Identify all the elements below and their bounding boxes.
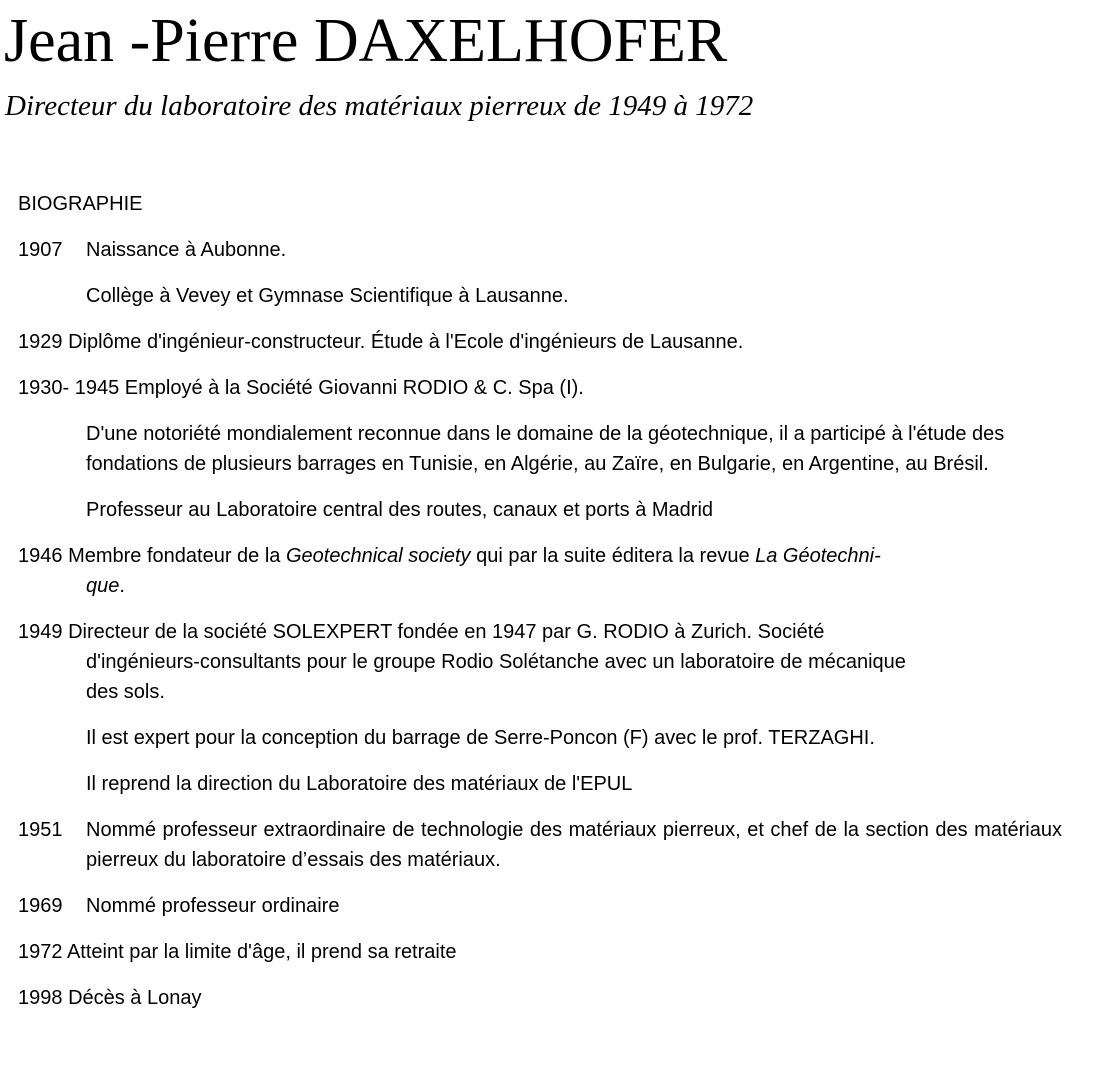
section-heading-biographie: BIOGRAPHIE [18, 193, 143, 215]
bio-paragraph: D'une notoriété mondialement reconnue dans le domaine de la géotechnique, il a participé à l'étude des fondations de plusieurs barrages en Tunisie, en Algérie, au Zaïre, en Bulgarie, en Argentine, au Brésil. [86, 423, 1005, 475]
bio-text: Diplôme d'ingénieur-constructeur. Étude à l'Ecole d'ingénieurs de Lausanne. [68, 331, 744, 353]
journal-name: La Géotechni- [755, 545, 881, 567]
bio-entry-1930-1945 [18, 373, 1068, 403]
bio-entry-1930-1945-madrid [18, 495, 1068, 525]
bio-entry-1949 [18, 617, 1068, 707]
bio-text: des sols. [86, 681, 165, 703]
bio-text: Employé à la Société Giovanni RODIO & C. Spa (I). [124, 377, 584, 399]
bio-year: 1951 [18, 819, 63, 841]
bio-text: Collège à Vevey et Gymnase Scientifique à Lausanne. [86, 285, 569, 307]
bio-entry-1998 [18, 983, 1068, 1013]
bio-paragraph: Il est expert pour la conception du barrage de Serre-Poncon (F) avec le prof. TERZAGHI. [86, 727, 875, 749]
bio-year: 1949 [18, 621, 63, 643]
bio-entry-1907-continued [18, 281, 1068, 311]
bio-entry-1949-epul [18, 769, 1068, 799]
bio-paragraph: Il reprend la direction du Laboratoire des matériaux de l'EPUL [86, 773, 633, 795]
bio-text: Nommé professeur ordinaire [86, 895, 340, 917]
person-title: Directeur du laboratoire des matériaux pierreux de 1949 à 1972 [5, 90, 754, 122]
bio-year: 1929 [18, 331, 63, 353]
bio-entry-1969 [18, 891, 1068, 921]
person-name: Jean -Pierre DAXELHOFER [4, 7, 728, 75]
bio-year: 1907 [18, 239, 63, 261]
bio-entry-1907 [18, 235, 1068, 265]
journal-name-continued: que [86, 575, 120, 597]
bio-text: Atteint par la limite d'âge, il prend sa retraite [66, 941, 457, 963]
bio-year: 1946 [18, 545, 63, 567]
biography-list [18, 235, 1068, 1029]
bio-text: . [119, 575, 125, 597]
society-name: Geotechnical society [285, 545, 471, 567]
bio-entry-1972 [18, 937, 1068, 967]
bio-text: Directeur de la société SOLEXPERT fondée en 1947 par G. RODIO à Zurich. Société [68, 621, 825, 643]
bio-text: d'ingénieurs-consultants pour le groupe Rodio Solétanche avec un laboratoire de mécanique [86, 651, 906, 673]
bio-entry-1951 [18, 815, 1068, 875]
bio-text: Décès à Lonay [68, 987, 202, 1009]
bio-text: Naissance à Aubonne. [86, 239, 287, 261]
bio-year: 1930- 1945 [18, 377, 120, 399]
bio-year: 1972 [18, 941, 63, 963]
bio-paragraph: Professeur au Laboratoire central des routes, canaux et ports à Madrid [86, 499, 714, 521]
bio-text: qui par la suite éditera la revue [470, 545, 756, 567]
bio-text: Membre fondateur de la [68, 545, 286, 567]
bio-text: Nommé professeur extraordinaire de technologie des matériaux pierreux, et chef de la section des matériaux pierreux du laboratoire d’essais des matériaux. [86, 819, 1062, 871]
bio-year: 1998 [18, 987, 63, 1009]
bio-year: 1969 [18, 895, 63, 917]
bio-entry-1930-1945-continued [18, 419, 1068, 479]
bio-entry-1929 [18, 327, 1068, 357]
bio-entry-1946 [18, 541, 1068, 601]
bio-entry-1949-expert [18, 723, 1068, 753]
